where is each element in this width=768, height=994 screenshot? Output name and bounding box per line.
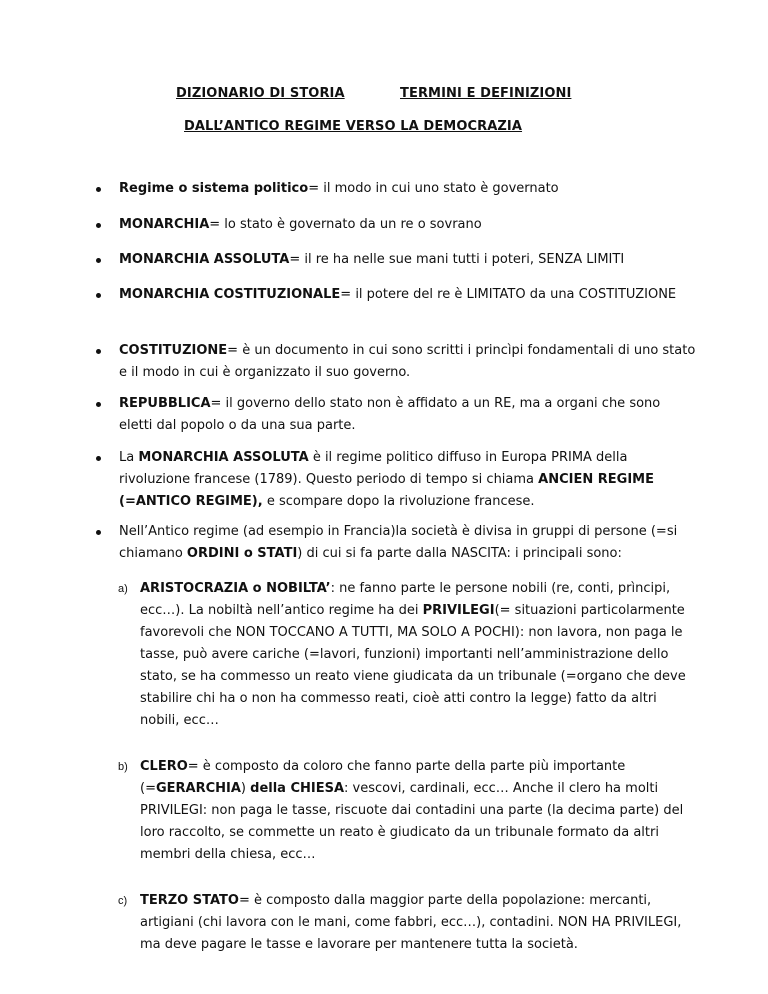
list-item: c) TERZO STATO= è composto dalla maggior parte della popolazione: mercanti, artigiani (chi lavora con le mani, come fabbri, ecc…), contadini. NON HA PRIVILEGI, ma deve pagare le tasse e lavorare per mantenere tutta la società. — [118, 890, 696, 956]
list-marker: c) — [118, 895, 128, 907]
definition: = lo stato è governato da un re o sovrano — [209, 217, 482, 232]
bullet-icon — [96, 530, 101, 535]
term: ORDINI o STATI — [186, 546, 298, 561]
list-item — [96, 249, 696, 271]
bullet-icon — [96, 293, 101, 298]
bullet-icon — [96, 223, 101, 228]
bullet-icon — [96, 187, 101, 192]
term: MONARCHIA ASSOLUTA — [119, 252, 290, 267]
bullet-icon — [96, 402, 101, 407]
list-item: a) ARISTOCRAZIA o NOBILTA’: ne fanno parte le persone nobili (re, conti, prìncipi, ecc…). La nobiltà nell’antico regime ha dei PRIVILEGI(= situazioni particolarmente favorevoli che NON TOCCANO A TUTTI, MA SOLO A POCHI): non lavora, non paga le tasse, può avere cariche (=lavori, funzioni) importanti nell’amministrazione dello stato, se ha commesso un reato viene giudicata da un tribunale (=organo che deve stabilire chi ha o non ha commesso reati, cioè atti contro la legge) fatto da altri nobili, ecc… — [118, 578, 696, 732]
document-title: DIZIONARIO DI STORIA — [176, 86, 345, 101]
term: MONARCHIA ASSOLUTA — [138, 450, 309, 465]
definition: = il modo in cui uno stato è governato — [308, 181, 559, 196]
term: ARISTOCRAZIA o NOBILTA’ — [140, 581, 331, 596]
definition: = è un documento in cui sono scritti i princìpi fondamentali di uno stato e il modo in cui è organizzato il suo governo. — [119, 343, 696, 380]
term: REPUBBLICA — [119, 396, 211, 411]
term: COSTITUZIONE — [119, 343, 228, 358]
list-marker: a) — [118, 583, 128, 595]
list-item — [96, 340, 696, 384]
term: ANCIEN REGIME (=ANTICO REGIME), — [119, 472, 654, 509]
definition: = il potere del re è LIMITATO da una COSTITUZIONE — [340, 287, 677, 302]
bullet-icon — [96, 349, 101, 354]
list-item: La MONARCHIA ASSOLUTA è il regime politico diffuso in Europa PRIMA della rivoluzione francese (1789). Questo periodo di tempo si chiama ANCIEN REGIME (=ANTICO REGIME), e scompare dopo la rivoluzione francese. — [96, 447, 696, 513]
list-item — [96, 284, 696, 306]
term: TERZO STATO — [140, 893, 239, 908]
term: della CHIESA — [250, 781, 345, 796]
term: PRIVILEGI — [422, 603, 495, 618]
document-title-right: TERMINI E DEFINIZIONI — [400, 86, 572, 101]
term: MONARCHIA COSTITUZIONALE — [119, 287, 341, 302]
bullet-icon — [96, 258, 101, 263]
term: GERARCHIA — [155, 781, 241, 796]
list-item — [96, 214, 696, 236]
list-item: b) CLERO= è composto da coloro che fanno parte della parte più importante (=GERARCHIA) della CHIESA: vescovi, cardinali, ecc… Anche il clero ha molti PRIVILEGI: non paga le tasse, riscuote dai contadini una parte (la decima parte) del loro raccolto, se commette un reato è giudicato da un tribunale formato da altri membri della chiesa, ecc… — [118, 756, 696, 866]
list-item — [96, 178, 696, 200]
list-item — [96, 393, 696, 437]
definition: = il re ha nelle sue mani tutti i poteri, SENZA LIMITI — [289, 252, 625, 267]
bullet-icon — [96, 456, 101, 461]
list-marker: b) — [118, 761, 128, 773]
term: MONARCHIA — [119, 217, 210, 232]
term: Regime o sistema politico — [119, 181, 309, 196]
document-subtitle: DALL’ANTICO REGIME VERSO LA DEMOCRAZIA — [184, 119, 523, 134]
definition: = il governo dello stato non è affidato a un RE, ma a organi che sono eletti dal popolo o da una sua parte. — [119, 396, 661, 433]
term: CLERO — [140, 759, 188, 774]
list-item: Nell’Antico regime (ad esempio in Francia)la società è divisa in gruppi di persone (=si chiamano ORDINI o STATI) di cui si fa parte dalla NASCITA: i principali sono: — [96, 521, 696, 565]
